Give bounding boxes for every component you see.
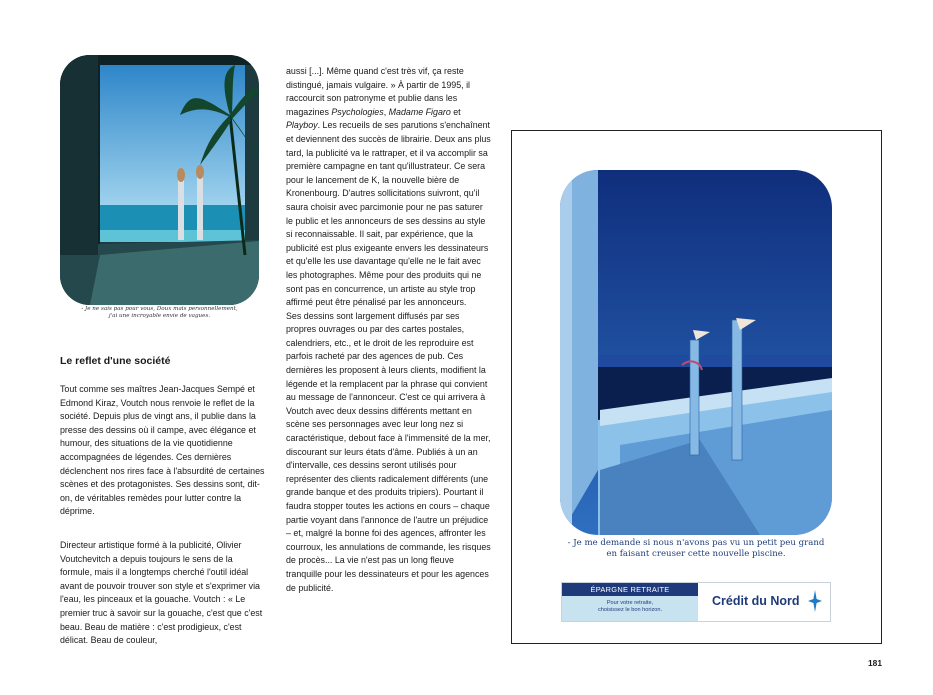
magazine-playboy: Playboy [286, 120, 318, 131]
ad-caption-line2: en faisant creuser cette nouvelle piscine. [606, 548, 786, 559]
magazine-psychologies: Psychologies [331, 106, 384, 117]
middle-column-text [286, 65, 491, 595]
magazine-madame-figaro: Madame Figaro [388, 106, 451, 117]
page-number: 181 [868, 658, 882, 668]
mid-text-3: et [450, 106, 461, 117]
ad-banner-subtitle [562, 596, 698, 621]
left-illustration [60, 55, 259, 305]
section-heading: Le reflet d'une société [60, 355, 171, 367]
star-logo-icon [808, 590, 822, 612]
ad-banner-left [562, 583, 698, 621]
left-illustration-caption [60, 306, 259, 320]
ad-banner-sub-line2: choisissez le bon horizon. [597, 607, 663, 613]
left-paragraph-2: Directeur artistique formé à la publicité, Olivier Voutchevitch a depuis toujours le sens de la formule, mais il a longtemps cherché l'outil idéal avant de pouvoir trouver son style et s'exprimer via l'eau, les pinceaux et la gouache. Voutch : « Le premier truc à savoir sur la gouache, c'est que c'est beau. Beau de matière : c'est prodigieux, c'est délicat. Beau de couleur, [60, 540, 263, 646]
advertisement-illustration [560, 170, 832, 535]
mid-paragraph-2: Ses dessins sont largement diffusés par ses propres ouvrages ou par des cartes postales, calendriers, etc., et le droit de les reproduire est parfois racheté par des agences de pub. Ces dernières les proposent à leurs clients, modifient la légende et la remplacent par la phrase qui convient au message de l'annonceur. C'est ce qui arrivera à Voutch avec deux dessins différents mettant en scène ses personnages avec leur long nez si caractéristique, debout face à l'immensité de la mer, discourant sur leurs états d'âme. Publiés à un an d'intervalle, ces dessins seront utilisés pour représenter des clients radicalement différents (une grande banque et des produits tripiers). Pourtant il faudra stopper toutes les actions en cours – chaque partie voyant dans l'annonce de l'autre un préjudice – et, malgré la bonne foi des agences, affronter les courroux, les annulations de commande, les risques de procès... La vie n'est pas un long fleuve tranquille pour les dessinateurs et pour les agences de publicité. [286, 310, 491, 593]
brand-name: Crédit du Nord [712, 594, 800, 608]
ad-banner-title: ÉPARGNE RETRAITE [562, 583, 698, 596]
ad-banner-sub-line1: Pour votre retraite, [606, 600, 654, 606]
mid-text-2: , [383, 106, 389, 117]
advertisement-caption [560, 538, 832, 559]
ad-banner [561, 582, 831, 622]
mid-text-4: . Les recueils de ses parutions s'enchaînent et deviennent des succès de librairie. Deux ans plus tard, la publicité va le rattraper, et il va accomplir sa première campagne en tant qu'illustrateur. Ce sera pour le lancement de K, la nouvelle bière de Kronenbourg. D'autres sollicitations suivront, qu'il saura choisir avec parcimonie pour ne pas saturer le public et les annonceurs de ses dessins au style si reconnaissable. Il sait, par expérience, que la publicité est plus exigeante envers les dessinateurs et qu'elle les use davantage qu'elle ne le fait avec les photographes. Même pour des produits qui ne sont pas en concurrence, un artiste au style trop affirmé peut être pénalisé par les annonceurs. [286, 120, 491, 308]
mid-text-1: aussi [...]. Même quand c'est très vif, ça reste distingué, jamais vulgaire. » À partir de 1995, il raccourcit son patronyme et publie dans les magazines [286, 66, 471, 117]
left-paragraph-1: Tout comme ses maîtres Jean-Jacques Sempé et Edmond Kiraz, Voutch nous renvoie le reflet de la société. Depuis plus de vingt ans, il publie dans la presse des dessins où il campe, avec élégance et humour, des situations de la vie quotidienne accompagnées de légendes. Ces dernières déclenchent nos rires face à l'absurdité de certaines scènes et des protagonistes. Ses dessins sont, dit-on, de véritables remèdes pour lutter contre la déprime. [60, 384, 265, 517]
left-caption-line2: j'ai une incroyable envie de vagues. [108, 313, 211, 319]
left-caption-line1: - Je ne sais pas pour vous, Doux mais personnellement, [81, 306, 238, 312]
ad-caption-line1: - Je me demande si nous n'avons pas vu un petit peu grand [567, 538, 825, 548]
